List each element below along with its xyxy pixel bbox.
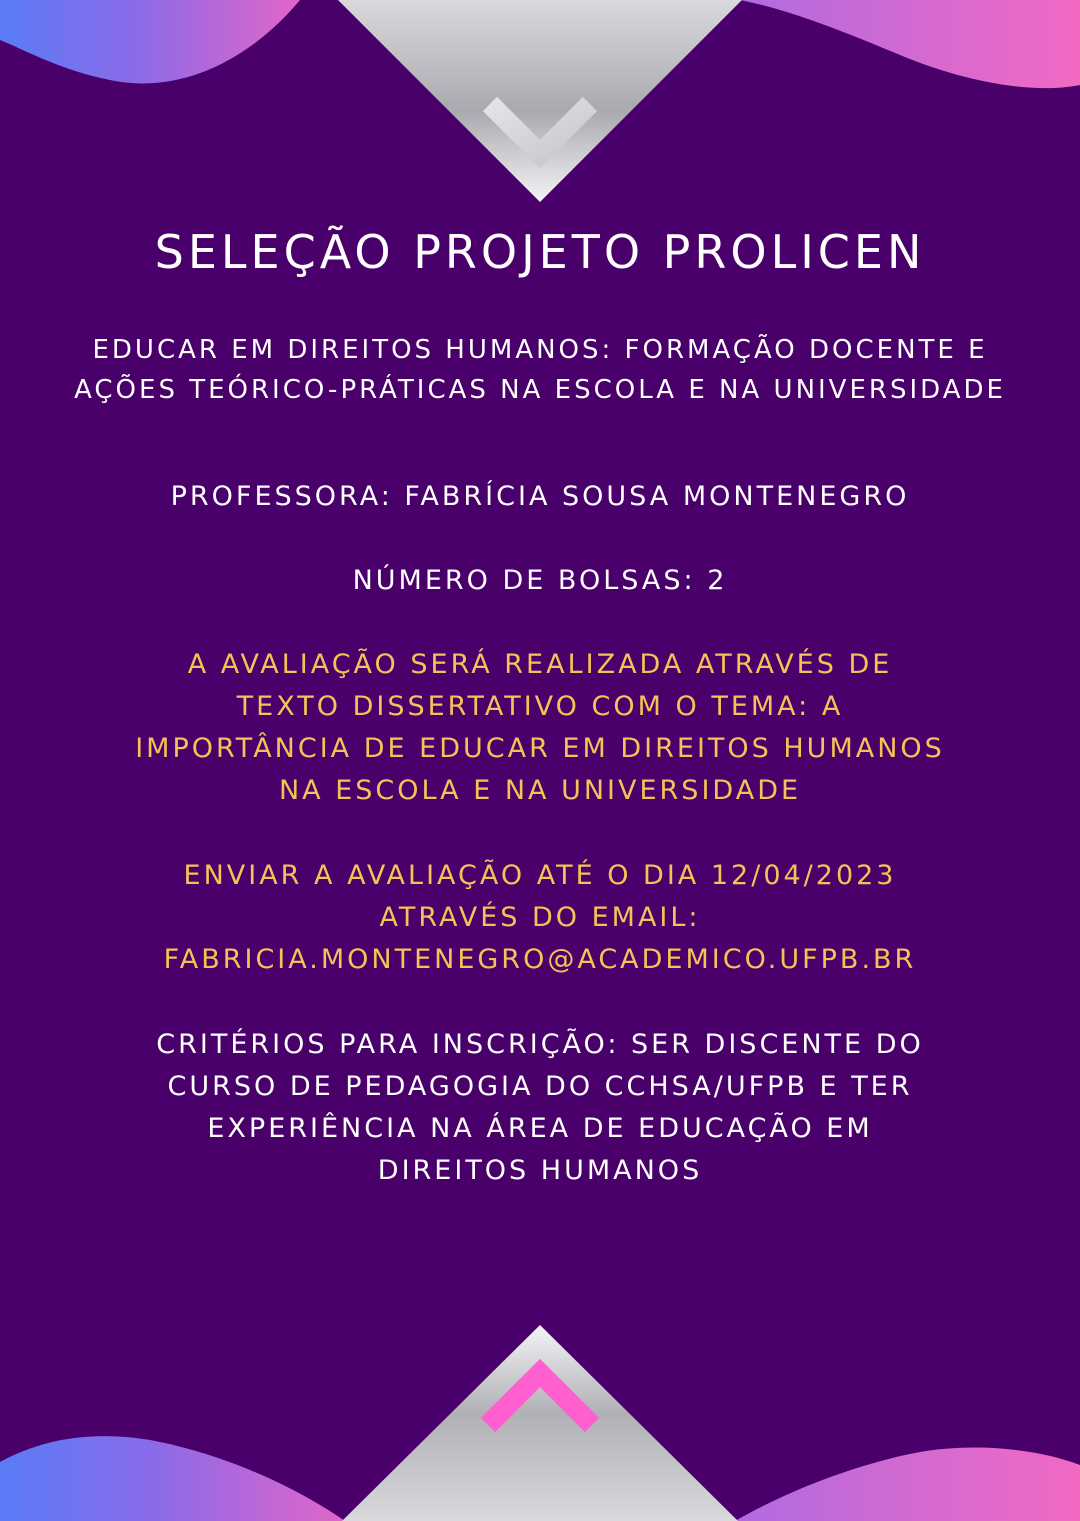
bottom-left-wave xyxy=(0,1436,345,1521)
scholarship-count: NÚMERO DE BOLSAS: 2 xyxy=(352,565,728,596)
enrollment-criteria xyxy=(0,1024,1080,1192)
top-left-wave xyxy=(0,0,300,83)
bottom-right-wave xyxy=(735,1448,1080,1521)
criteria-line: EXPERIÊNCIA NA ÁREA DE EDUCAÇÃO EM xyxy=(207,1113,873,1144)
evaluation-line: IMPORTÂNCIA DE EDUCAR EM DIREITOS HUMANOS xyxy=(135,733,945,764)
bottom-silver-triangle xyxy=(342,1325,738,1521)
top-silver-triangle xyxy=(338,0,742,202)
submission-info xyxy=(0,855,1080,981)
contact-email[interactable]: FABRICIA.MONTENEGRO@ACADEMICO.UFPB.BR xyxy=(163,944,917,975)
submission-deadline: ENVIAR A AVALIAÇÃO ATÉ O DIA 12/04/2023 xyxy=(183,860,897,891)
project-name-line: AÇÕES TEÓRICO-PRÁTICAS NA ESCOLA E NA UNIVERSIDADE xyxy=(74,375,1006,405)
top-right-wave xyxy=(740,0,1080,88)
evaluation-line: A AVALIAÇÃO SERÁ REALIZADA ATRAVÉS DE xyxy=(187,649,893,680)
evaluation-line: NA ESCOLA E NA UNIVERSIDADE xyxy=(278,775,802,806)
evaluation-line: TEXTO DISSERTATIVO COM O TEMA: A xyxy=(236,691,844,722)
criteria-line: CRITÉRIOS PARA INSCRIÇÃO: SER DISCENTE DO xyxy=(156,1029,924,1060)
project-name xyxy=(0,330,1080,410)
criteria-line: CURSO DE PEDAGOGIA DO CCHSA/UFPB E TER xyxy=(167,1071,913,1102)
professor-name: PROFESSORA: FABRÍCIA SOUSA MONTENEGRO xyxy=(170,481,910,512)
criteria-line: DIREITOS HUMANOS xyxy=(377,1155,703,1186)
submission-via: ATRAVÉS DO EMAIL: xyxy=(379,902,701,933)
project-name-line: EDUCAR EM DIREITOS HUMANOS: FORMAÇÃO DOCENTE E xyxy=(92,335,988,365)
page-title: SELEÇÃO PROJETO PROLICEN xyxy=(154,225,926,279)
evaluation-info xyxy=(0,644,1080,812)
